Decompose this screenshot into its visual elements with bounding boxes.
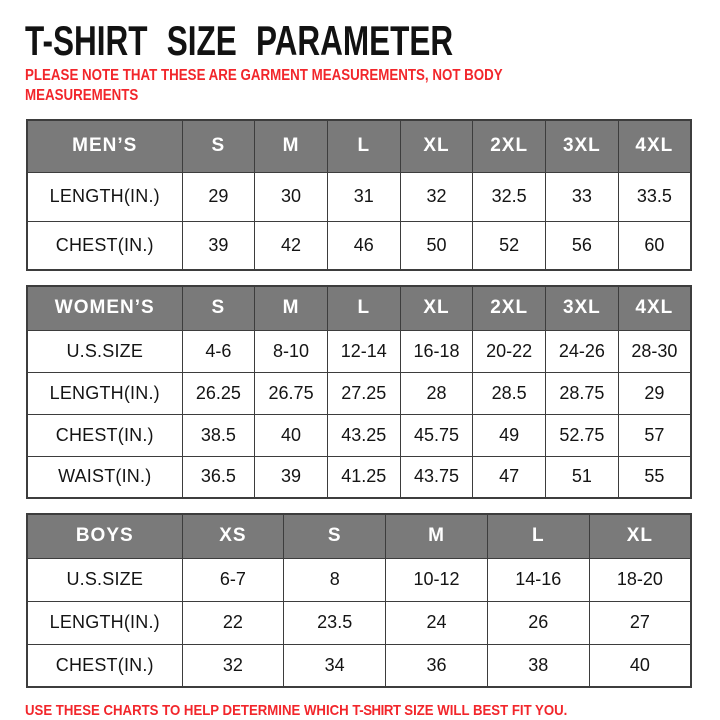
size-value-cell: 28-30 — [618, 330, 691, 372]
size-value-cell: 36.5 — [182, 456, 255, 498]
size-value-cell: 16-18 — [400, 330, 473, 372]
size-value-cell: 8-10 — [255, 330, 328, 372]
size-column-header: M — [255, 286, 328, 330]
table-row — [27, 330, 691, 372]
size-column-header: XL — [589, 514, 691, 558]
size-value-cell: 28 — [400, 372, 473, 414]
size-value-cell: 57 — [618, 414, 691, 456]
header-row — [27, 514, 691, 558]
size-column-header: S — [182, 120, 255, 172]
garment-note — [25, 66, 623, 106]
size-value-cell: 39 — [255, 456, 328, 498]
size-column-header: S — [182, 286, 255, 330]
size-value-cell: 52 — [473, 221, 546, 270]
size-column-header: 4XL — [618, 286, 691, 330]
size-column-header: XL — [400, 120, 473, 172]
size-value-cell: 32 — [400, 172, 473, 221]
table-row — [27, 172, 691, 221]
size-value-cell: 50 — [400, 221, 473, 270]
table-row — [27, 414, 691, 456]
size-value-cell: 14-16 — [487, 558, 589, 601]
size-value-cell: 27.25 — [327, 372, 400, 414]
size-column-header: 3XL — [546, 286, 619, 330]
size-value-cell: 26.75 — [255, 372, 328, 414]
size-value-cell: 8 — [284, 558, 386, 601]
size-value-cell: 26.25 — [182, 372, 255, 414]
size-column-header: L — [327, 286, 400, 330]
table-row — [27, 221, 691, 270]
size-value-cell: 12-14 — [327, 330, 400, 372]
table-row — [27, 456, 691, 498]
size-value-cell: 52.75 — [546, 414, 619, 456]
size-value-cell: 49 — [473, 414, 546, 456]
header-row — [27, 120, 691, 172]
size-value-cell: 28.5 — [473, 372, 546, 414]
size-value-cell: 39 — [182, 221, 255, 270]
table-title-mens: MEN’S — [27, 120, 182, 172]
size-value-cell: 29 — [182, 172, 255, 221]
size-column-header: L — [327, 120, 400, 172]
size-value-cell: 28.75 — [546, 372, 619, 414]
size-value-cell: 18-20 — [589, 558, 691, 601]
note-line-1: PLEASE NOTE THAT THESE ARE GARMENT MEASUREMENTS, NOT BODY — [25, 67, 503, 84]
table-row — [27, 372, 691, 414]
size-value-cell: 24-26 — [546, 330, 619, 372]
size-column-header: 2XL — [473, 120, 546, 172]
row-label: LENGTH(IN.) — [27, 372, 182, 414]
size-value-cell: 56 — [546, 221, 619, 270]
size-column-header: M — [255, 120, 328, 172]
table-row — [27, 644, 691, 687]
table-row — [27, 558, 691, 601]
size-value-cell: 43.75 — [400, 456, 473, 498]
size-tables-container — [26, 119, 692, 688]
footer-note — [25, 702, 637, 719]
size-column-header: S — [284, 514, 386, 558]
size-value-cell: 51 — [546, 456, 619, 498]
row-label: LENGTH(IN.) — [27, 601, 182, 644]
size-value-cell: 33.5 — [618, 172, 691, 221]
table-row — [27, 601, 691, 644]
table-title-womens: WOMEN’S — [27, 286, 182, 330]
page-title: T-SHIRT SIZE PARAMETER — [25, 17, 454, 64]
table-title-boys: BOYS — [27, 514, 182, 558]
size-column-header: XS — [182, 514, 284, 558]
row-label: CHEST(IN.) — [27, 221, 182, 270]
size-value-cell: 43.25 — [327, 414, 400, 456]
size-value-cell: 26 — [487, 601, 589, 644]
size-value-cell: 60 — [618, 221, 691, 270]
footer-text-pre: USE THESE CHARTS TO HELP DETERMINE WHICH — [25, 702, 353, 719]
size-value-cell: 29 — [618, 372, 691, 414]
size-value-cell: 30 — [255, 172, 328, 221]
size-value-cell: 34 — [284, 644, 386, 687]
size-value-cell: 40 — [589, 644, 691, 687]
header-row — [27, 286, 691, 330]
size-table-mens — [26, 119, 692, 271]
size-column-header: M — [386, 514, 488, 558]
size-column-header: L — [487, 514, 589, 558]
size-value-cell: 4-6 — [182, 330, 255, 372]
row-label: WAIST(IN.) — [27, 456, 182, 498]
note-line-2: MEASUREMENTS — [25, 87, 139, 104]
size-value-cell: 31 — [327, 172, 400, 221]
row-label: CHEST(IN.) — [27, 414, 182, 456]
size-value-cell: 32 — [182, 644, 284, 687]
size-value-cell: 45.75 — [400, 414, 473, 456]
size-value-cell: 55 — [618, 456, 691, 498]
row-label: U.S.SIZE — [27, 330, 182, 372]
size-table-boys — [26, 513, 692, 688]
size-value-cell: 41.25 — [327, 456, 400, 498]
footer-tshirt-word: T-SHIRT — [352, 702, 401, 719]
size-column-header: XL — [400, 286, 473, 330]
size-table-womens — [26, 285, 692, 499]
footer-text-post: SIZE WILL BEST FIT YOU. — [400, 702, 568, 719]
size-value-cell: 10-12 — [386, 558, 488, 601]
size-value-cell: 40 — [255, 414, 328, 456]
size-value-cell: 6-7 — [182, 558, 284, 601]
size-column-header: 2XL — [473, 286, 546, 330]
size-value-cell: 23.5 — [284, 601, 386, 644]
size-value-cell: 33 — [546, 172, 619, 221]
size-value-cell: 36 — [386, 644, 488, 687]
size-column-header: 4XL — [618, 120, 691, 172]
size-value-cell: 47 — [473, 456, 546, 498]
row-label: U.S.SIZE — [27, 558, 182, 601]
size-column-header: 3XL — [546, 120, 619, 172]
row-label: LENGTH(IN.) — [27, 172, 182, 221]
size-value-cell: 32.5 — [473, 172, 546, 221]
size-value-cell: 46 — [327, 221, 400, 270]
size-value-cell: 27 — [589, 601, 691, 644]
size-value-cell: 38.5 — [182, 414, 255, 456]
size-value-cell: 22 — [182, 601, 284, 644]
size-value-cell: 24 — [386, 601, 488, 644]
size-value-cell: 42 — [255, 221, 328, 270]
size-value-cell: 20-22 — [473, 330, 546, 372]
row-label: CHEST(IN.) — [27, 644, 182, 687]
size-value-cell: 38 — [487, 644, 589, 687]
